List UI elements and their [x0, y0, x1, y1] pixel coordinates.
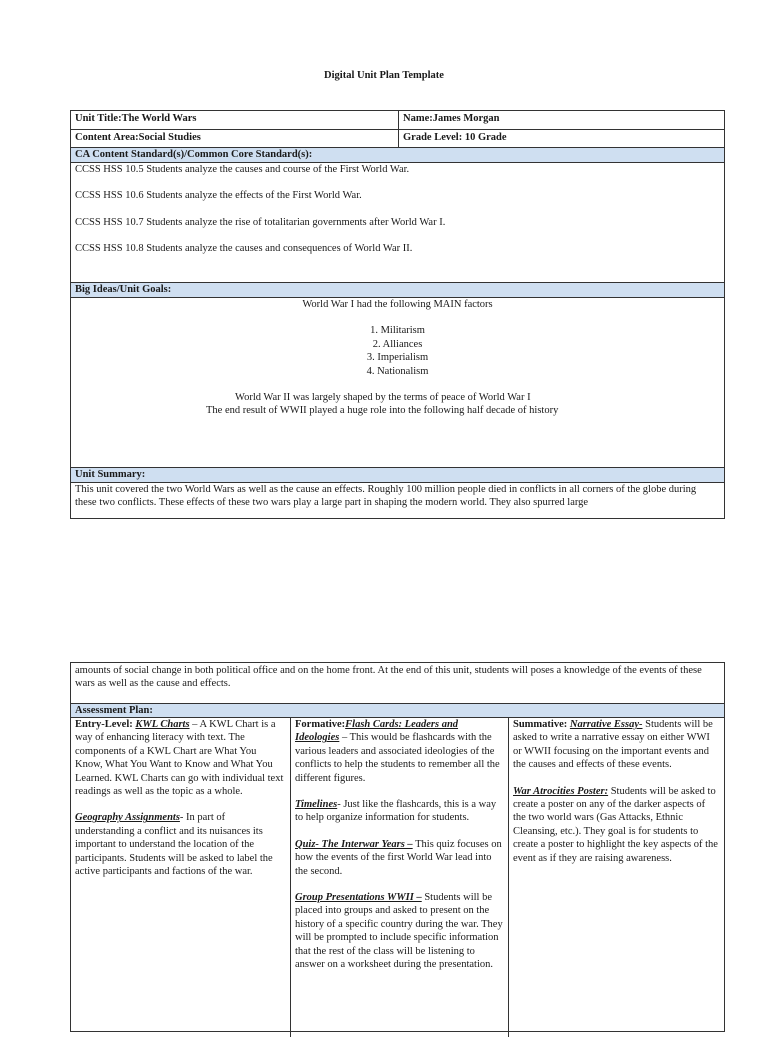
quiz-paragraph: Quiz- The Interwar Years – This quiz focuses on how the events of the first World War lead into the second. — [295, 838, 502, 877]
bullet-item: The end result of WWII played a huge role into the following half decade of history — [206, 405, 559, 417]
assessment-table — [70, 662, 725, 1032]
grade-level: Grade Level: 10 Grade — [398, 130, 724, 147]
factor-item: 3. Imperialism — [366, 352, 429, 364]
unit-title: Unit Title:The World Wars — [75, 113, 197, 124]
timelines-paragraph: Timelines- Just like the flashcards, this is a way to help organize information for students. — [295, 799, 497, 824]
kwl-paragraph: Entry-Level: KWL Charts – A KWL Chart is a way of enhancing literacy with text. The components of a KWL Chart are What You Know, What You Want to Know and What You Learned. KWL Charts can go with individual text readings as well as the topic as a whole. — [75, 719, 284, 798]
unit-plan-table — [70, 110, 725, 519]
standards-section — [71, 147, 724, 282]
big-ideas-body — [71, 297, 724, 467]
standard-item: CCSS HSS 10.6 Students analyze the effects of the First World War. — [75, 190, 362, 202]
poster-paragraph: War Atrocities Poster: Students will be asked to create a poster on any of the darker aspects of the two world wars (Gas Attacks, Ethnic Cleansing, etc.). They goal is for students to create a poster to highlight the key aspects of the event as if they are raising awareness. — [513, 785, 718, 864]
summary-section — [71, 467, 724, 518]
factor-item: 2. Alliances — [372, 338, 423, 350]
header-row-1 — [71, 111, 724, 129]
factor-item: 4. Nationalism — [366, 365, 429, 377]
factors-list — [75, 324, 720, 378]
entry-level-column — [71, 718, 290, 1037]
summative-column — [508, 718, 724, 1037]
assessment-columns — [71, 717, 724, 1037]
essay-title: Narrative Essay- — [569, 719, 643, 730]
essay-paragraph: Summative: Narrative Essay- Students will be asked to write a narrative essay on either WWI or WWII focusing on the important events and the causes and effects of these events. — [513, 719, 713, 771]
factor-item: 1. Militarism — [370, 325, 425, 337]
page-title: Digital Unit Plan Template — [324, 70, 444, 81]
content-area: Content Area:Social Studies — [75, 132, 201, 143]
flashcards-title: Flash Cards: Leaders and Ideologies — [295, 719, 459, 744]
group-presentations-title: Group Presentations WWII – — [295, 892, 422, 904]
geography-paragraph: Geography Assignments- In part of understanding a conflict and its nuisances its important to understand the location of the participants. Students will be asked to label the active participants and factions of the war. — [75, 812, 273, 878]
big-ideas-intro: World War I had the following MAIN factors — [302, 299, 493, 310]
bullet-item: World War II was largely shaped by the terms of peace of World War I — [235, 392, 531, 404]
big-ideas-heading: Big Ideas/Unit Goals: — [71, 283, 724, 297]
summary-heading: Unit Summary: — [71, 468, 724, 482]
summary-body-part1: This unit covered the two World Wars as well as the cause an effects. Roughly 100 million people died in conflicts in all corners of the globe during these two conflicts. These effects of these two wars play a large part in shaping the modern world. They also spurred large — [71, 482, 724, 518]
poster-title: War Atrocities Poster: — [513, 785, 609, 797]
timelines-title: Timelines — [295, 799, 338, 811]
assessment-heading: Assessment Plan: — [71, 703, 724, 717]
teacher-name: Name:James Morgan — [398, 111, 724, 129]
standard-item: CCSS HSS 10.7 Students analyze the rise of totalitarian governments after World War I. — [75, 216, 446, 228]
standards-body — [71, 162, 724, 282]
standards-heading: CA Content Standard(s)/Common Core Standard(s): — [71, 148, 724, 162]
formative-column — [290, 718, 508, 1037]
quiz-title: Quiz- The Interwar Years – — [295, 838, 413, 850]
summary-body-part2: amounts of social change in both political office and on the home front. At the end of this unit, students will poses a knowledge of the events of these wars as well as the cause and effects. — [75, 665, 702, 690]
flashcards-paragraph: Formative:Flash Cards: Leaders and Ideologies – This would be flashcards with the various leaders and associated ideologies of the conflicts to help the students to remember all the different figures. — [295, 719, 500, 784]
standard-item: CCSS HSS 10.8 Students analyze the causes and consequences of World War II. — [75, 243, 413, 255]
header-row-2 — [71, 129, 724, 147]
geography-title: Geography Assignments — [75, 812, 180, 824]
group-presentations-paragraph: Group Presentations WWII – Students will be placed into groups and asked to present on the history of a specific country during the war. They will be prompted to include specific information that the rest of the class will be listening to answer on a worksheet during the presentation. — [295, 892, 503, 971]
standard-item: CCSS HSS 10.5 Students analyze the causes and course of the First World War. — [75, 164, 410, 175]
big-ideas-section — [71, 282, 724, 467]
kwl-title: KWL Charts — [135, 719, 190, 730]
